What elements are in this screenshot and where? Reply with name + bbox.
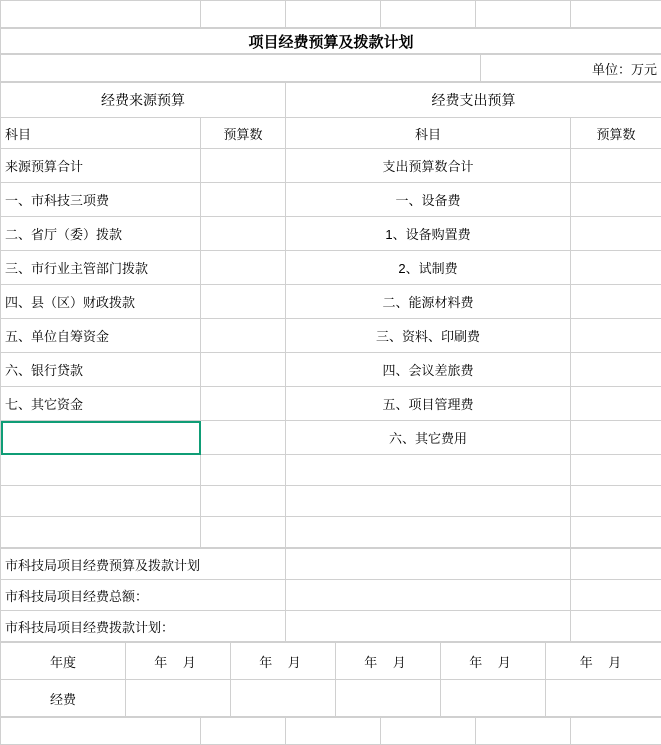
plan-year-label: 年度 (1, 643, 126, 680)
expense-amount-cell[interactable] (571, 285, 661, 319)
expense-amount-cell[interactable] (571, 217, 661, 251)
plan-period-header[interactable]: 年 月 (441, 643, 546, 680)
source-subject-cell[interactable]: 六、银行贷款 (1, 353, 201, 387)
source-amount-cell[interactable] (201, 486, 286, 517)
bureau-allocation-label[interactable]: 市科技局项目经费拨款计划： (1, 611, 286, 642)
source-amount-cell[interactable] (201, 455, 286, 486)
plan-period-header[interactable]: 年 月 (231, 643, 336, 680)
source-subject-cell[interactable] (1, 486, 201, 517)
bureau-total-label[interactable]: 市科技局项目经费总额： (1, 580, 286, 611)
bureau-row (1, 549, 661, 580)
expense-subject-cell[interactable]: 六、其它费用 (286, 421, 571, 455)
plan-fund-label: 经费 (1, 680, 126, 717)
source-subject-cell-selected[interactable] (1, 421, 201, 455)
source-subject-cell[interactable]: 七、其它资金 (1, 387, 201, 421)
strip-cell[interactable] (571, 718, 661, 745)
strip-cell[interactable] (381, 1, 476, 28)
bureau-total-value[interactable] (286, 580, 571, 611)
bureau-plan-label[interactable]: 市科技局项目经费预算及拨款计划 (1, 549, 286, 580)
plan-fund-value[interactable] (441, 680, 546, 717)
source-amount-cell[interactable] (201, 217, 286, 251)
table-row (1, 183, 661, 217)
expense-amount-cell[interactable] (571, 486, 661, 517)
plan-period-header[interactable]: 年 月 (126, 643, 231, 680)
expense-subject-cell[interactable] (286, 517, 571, 548)
expense-subject-cell[interactable]: 支出预算数合计 (286, 149, 571, 183)
source-subject-cell[interactable]: 来源预算合计 (1, 149, 201, 183)
column-header-row (1, 118, 661, 149)
strip-cell[interactable] (571, 1, 661, 28)
col-header-expense-amount: 预算数 (571, 118, 661, 149)
plan-fund-value[interactable] (336, 680, 441, 717)
source-subject-cell[interactable]: 三、市行业主管部门拨款 (1, 251, 201, 285)
plan-period-header[interactable]: 年 月 (336, 643, 441, 680)
bureau-spacer-cell[interactable] (571, 549, 661, 580)
plan-fund-value[interactable] (126, 680, 231, 717)
expense-amount-cell[interactable] (571, 183, 661, 217)
source-amount-cell[interactable] (201, 387, 286, 421)
top-strip (0, 0, 661, 28)
expense-subject-cell[interactable]: 三、资料、印刷费 (286, 319, 571, 353)
col-header-expense-subject: 科目 (286, 118, 571, 149)
table-row (1, 319, 661, 353)
expense-subject-cell[interactable]: 2、试制费 (286, 251, 571, 285)
bureau-spacer-cell[interactable] (571, 580, 661, 611)
strip-cell[interactable] (1, 718, 201, 745)
source-subject-cell[interactable]: 一、市科技三项费 (1, 183, 201, 217)
group-header-row (1, 83, 661, 118)
table-row (1, 149, 661, 183)
unit-label: 单位：万元 (481, 55, 661, 82)
strip-cell[interactable] (201, 1, 286, 28)
expense-amount-cell[interactable] (571, 455, 661, 486)
expense-amount-cell[interactable] (571, 251, 661, 285)
source-amount-cell[interactable] (201, 353, 286, 387)
plan-fund-value[interactable] (231, 680, 336, 717)
page-title: 项目经费预算及拨款计划 (1, 29, 661, 54)
source-subject-cell[interactable] (1, 517, 201, 548)
source-amount-cell[interactable] (201, 149, 286, 183)
expense-subject-cell[interactable] (286, 455, 571, 486)
expense-amount-cell[interactable] (571, 517, 661, 548)
table-row (1, 486, 661, 517)
table-row (1, 285, 661, 319)
bottom-strip (0, 717, 661, 745)
expense-subject-cell[interactable]: 1、设备购置费 (286, 217, 571, 251)
col-header-source-subject: 科目 (1, 118, 201, 149)
table-row (1, 517, 661, 548)
col-header-source-amount: 预算数 (201, 118, 286, 149)
expense-subject-cell[interactable]: 五、项目管理费 (286, 387, 571, 421)
plan-header-row (1, 643, 661, 680)
title-block (0, 28, 661, 54)
table-row (1, 455, 661, 486)
source-amount-cell[interactable] (201, 517, 286, 548)
source-subject-cell[interactable]: 二、省厅（委）拨款 (1, 217, 201, 251)
source-amount-cell[interactable] (201, 285, 286, 319)
source-subject-cell[interactable] (1, 455, 201, 486)
source-subject-cell[interactable]: 五、单位自筹资金 (1, 319, 201, 353)
bureau-plan-value[interactable] (286, 549, 571, 580)
expense-amount-cell[interactable] (571, 353, 661, 387)
source-amount-cell[interactable] (201, 421, 286, 455)
bureau-row (1, 580, 661, 611)
strip-cell[interactable] (286, 1, 381, 28)
unit-spacer-cell[interactable] (1, 55, 481, 82)
bureau-row (1, 611, 661, 642)
strip-cell[interactable] (1, 1, 201, 28)
budget-table (0, 82, 661, 548)
strip-cell[interactable] (476, 718, 571, 745)
bureau-section (0, 548, 661, 642)
table-row (1, 251, 661, 285)
expense-amount-cell[interactable] (571, 149, 661, 183)
expense-subject-cell[interactable]: 一、设备费 (286, 183, 571, 217)
strip-cell[interactable] (476, 1, 571, 28)
allocation-plan-table (0, 642, 661, 717)
table-row (1, 387, 661, 421)
group-header-expense: 经费支出预算 (286, 83, 661, 118)
expense-amount-cell[interactable] (571, 319, 661, 353)
strip-cell[interactable] (286, 718, 381, 745)
expense-amount-cell[interactable] (571, 387, 661, 421)
plan-fund-value[interactable] (546, 680, 661, 717)
source-amount-cell[interactable] (201, 319, 286, 353)
plan-period-header[interactable]: 年 月 (546, 643, 661, 680)
source-amount-cell[interactable] (201, 251, 286, 285)
table-row (1, 217, 661, 251)
bureau-spacer-cell[interactable] (571, 611, 661, 642)
table-row (1, 353, 661, 387)
table-row (1, 421, 661, 455)
source-amount-cell[interactable] (201, 183, 286, 217)
expense-amount-cell[interactable] (571, 421, 661, 455)
strip-cell[interactable] (201, 718, 286, 745)
unit-row (0, 54, 661, 82)
source-subject-cell[interactable]: 四、县（区）财政拨款 (1, 285, 201, 319)
expense-subject-cell[interactable]: 四、会议差旅费 (286, 353, 571, 387)
group-header-source: 经费来源预算 (1, 83, 286, 118)
bureau-allocation-value[interactable] (286, 611, 571, 642)
expense-subject-cell[interactable]: 二、能源材料费 (286, 285, 571, 319)
expense-subject-cell[interactable] (286, 486, 571, 517)
strip-cell[interactable] (381, 718, 476, 745)
plan-value-row (1, 680, 661, 717)
